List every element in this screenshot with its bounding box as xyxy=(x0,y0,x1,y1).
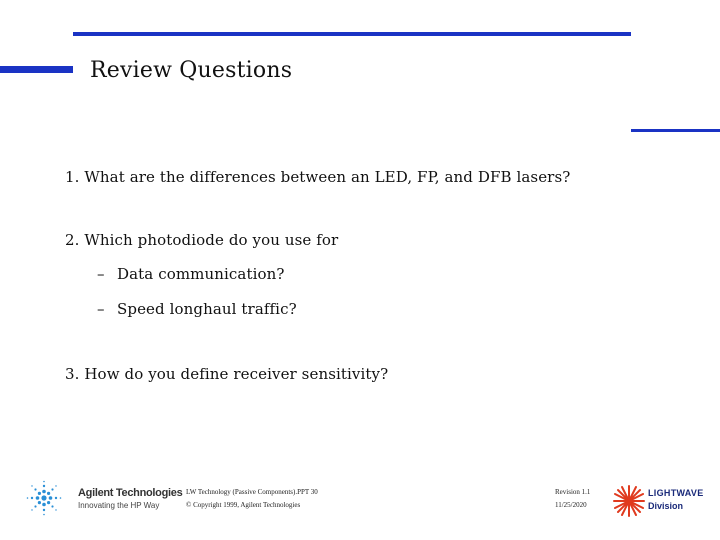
question-2-sub-2 xyxy=(97,300,297,318)
sub-item-text: Speed longhaul traffic? xyxy=(117,300,297,318)
lightwave-wordmark: LIGHTWAVE xyxy=(648,488,704,498)
accent-bar-left xyxy=(0,66,73,73)
accent-bar-top xyxy=(73,32,631,36)
question-1: 1. What are the differences between an LED, FP, and DFB lasers? xyxy=(65,168,571,186)
agilent-spark-icon xyxy=(24,478,64,518)
footer-revision: Revision 1.1 xyxy=(555,488,591,496)
slide-title: Review Questions xyxy=(90,58,293,83)
agilent-wordmark: Agilent Technologies xyxy=(78,487,183,499)
agilent-tagline: Innovating the HP Way xyxy=(78,501,160,510)
question-3: 3. How do you define receiver sensitivity? xyxy=(65,365,389,383)
sub-item-text: Data communication? xyxy=(117,265,285,283)
question-2: 2. Which photodiode do you use for xyxy=(65,231,339,249)
lightwave-burst-icon xyxy=(612,484,646,518)
footer-date: 11/25/2020 xyxy=(555,501,587,509)
footer-file-name: LW Technology (Passive Components).PPT 30 xyxy=(186,488,318,496)
bullet-dash: – xyxy=(97,265,105,283)
footer-copyright: © Copyright 1999, Agilent Technologies xyxy=(186,501,301,509)
question-2-sub-1 xyxy=(97,265,285,283)
accent-bar-right xyxy=(631,129,720,132)
bullet-dash: – xyxy=(97,300,105,318)
lightwave-division-label: Division xyxy=(648,501,684,511)
